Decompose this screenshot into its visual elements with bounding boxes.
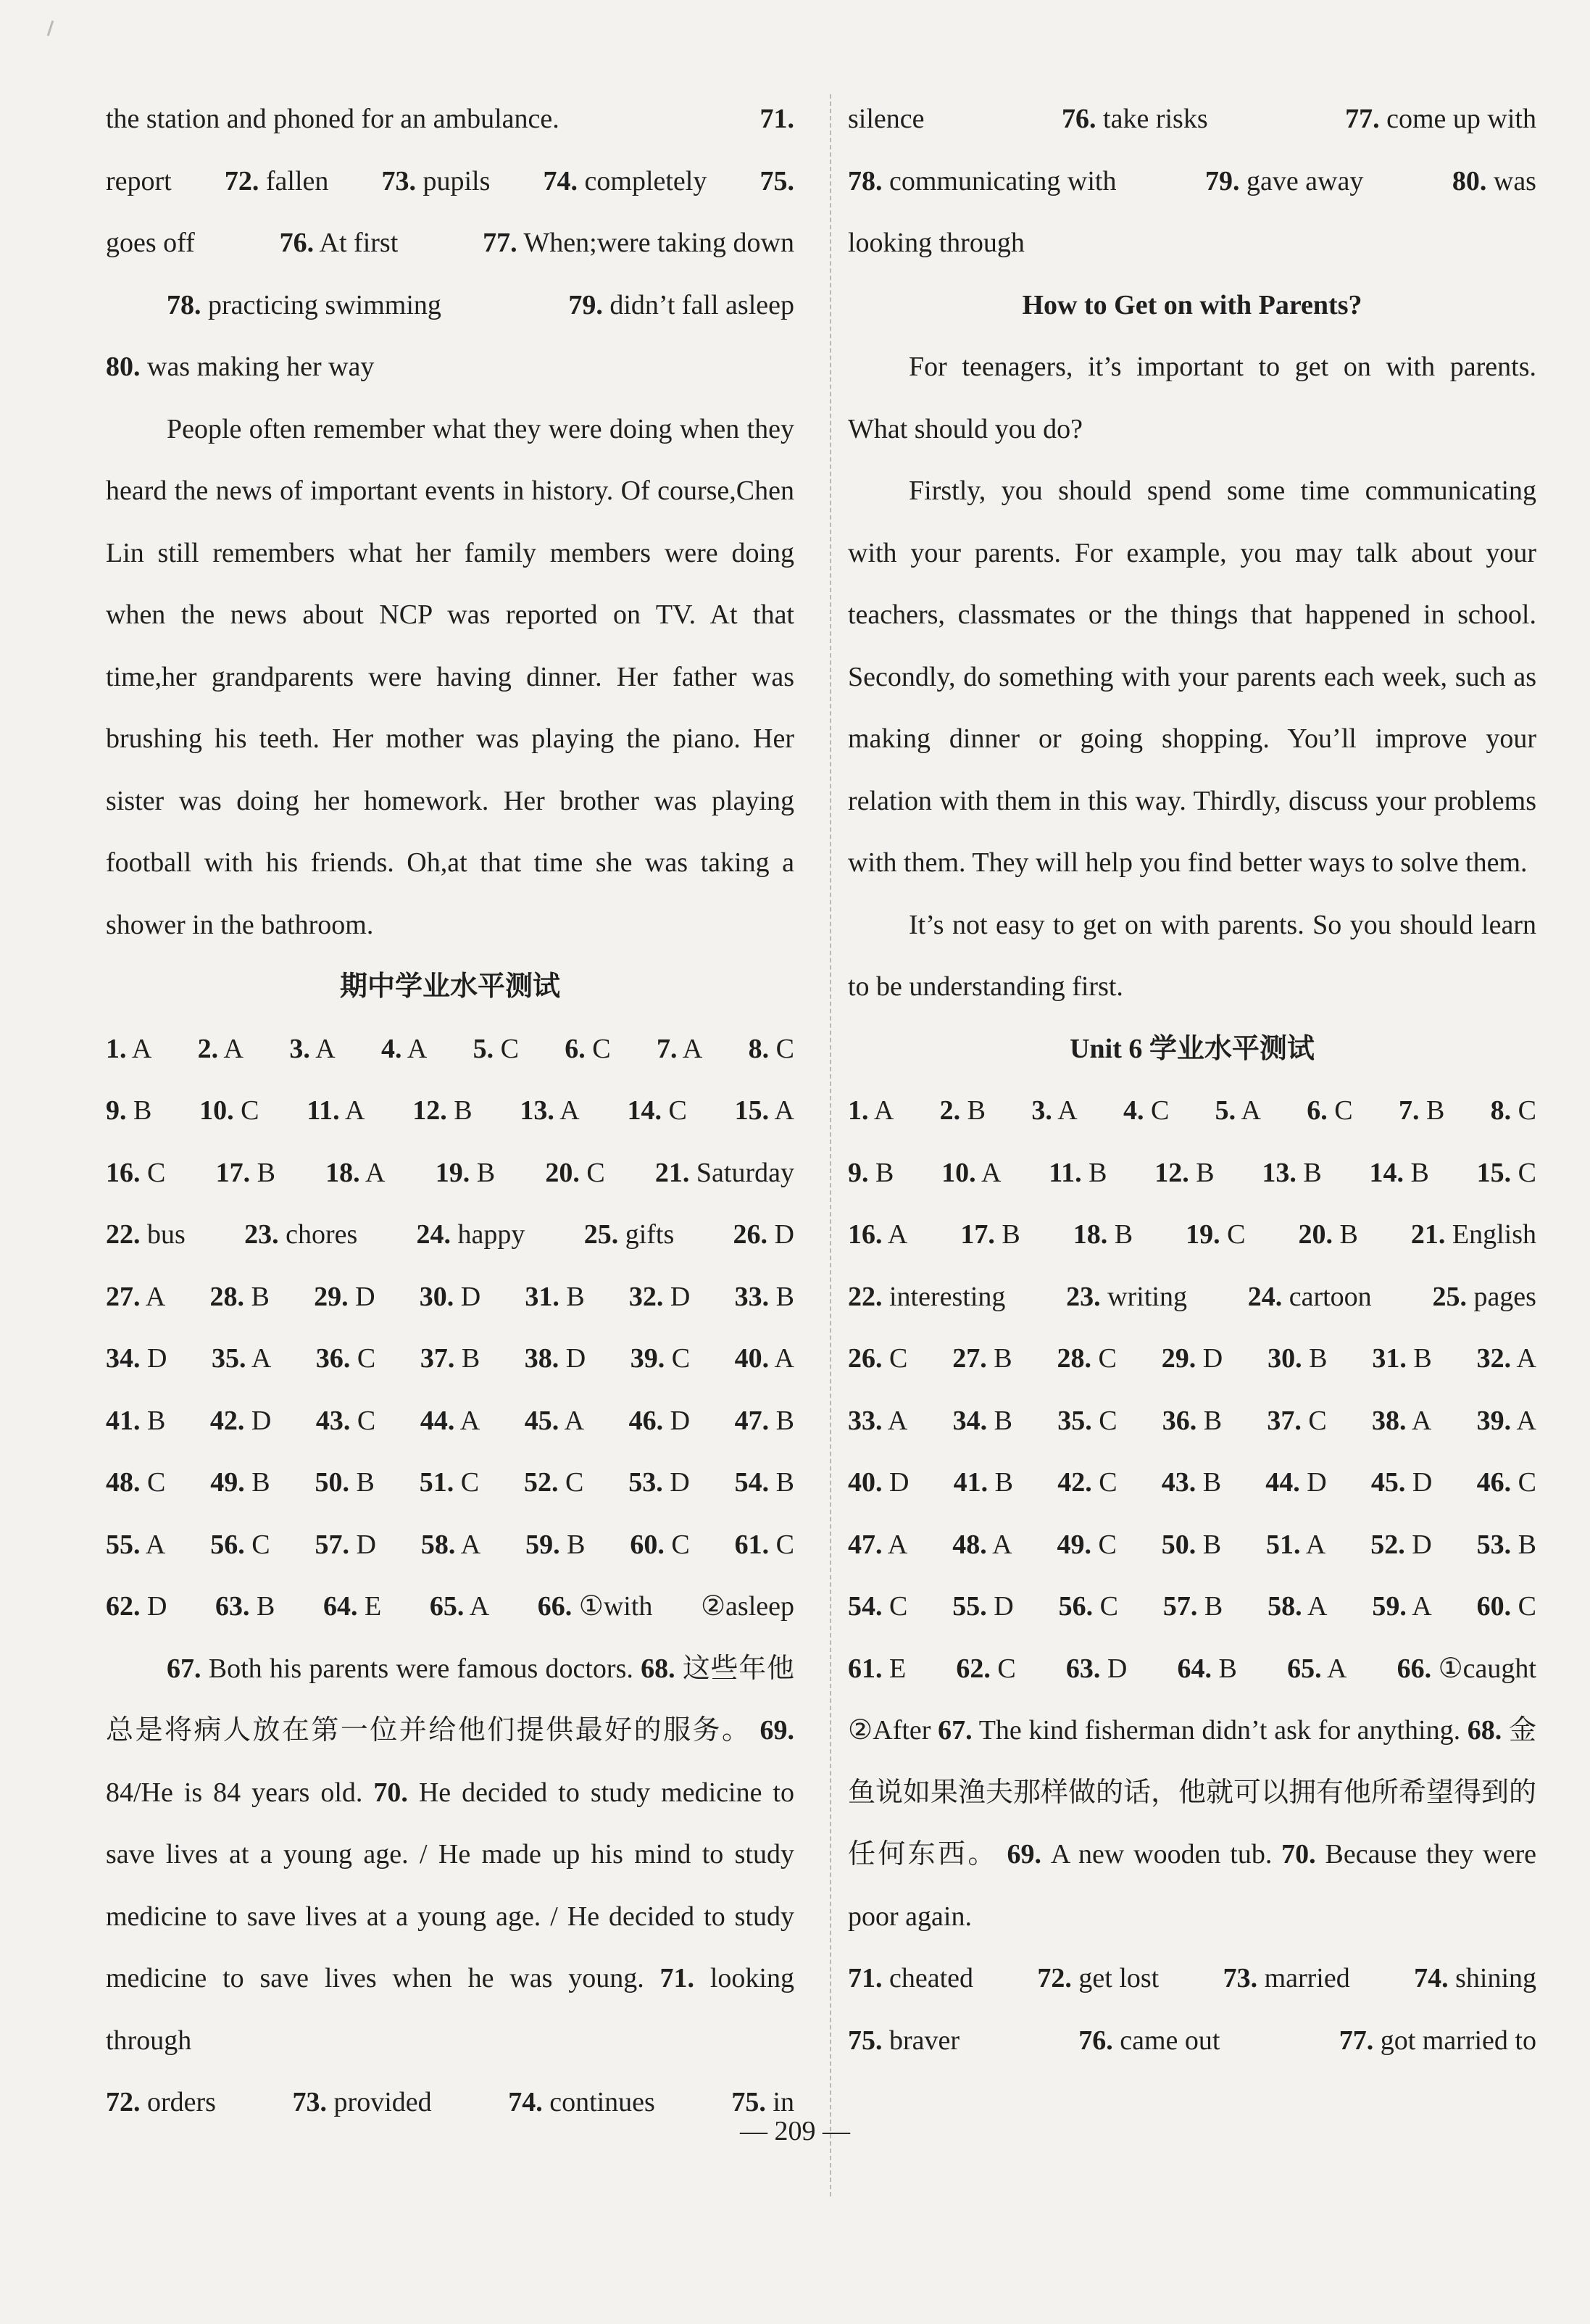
essay-paragraph: It’s not easy to get on with parents. So you should learn to be understanding first. <box>848 909 1536 1002</box>
answer-line <box>848 1576 1536 1638</box>
answer-item: 77. come up with <box>1345 104 1536 134</box>
answer-item: 40. A <box>734 1343 794 1374</box>
answer-item: 45. A <box>524 1405 585 1436</box>
answer-line <box>106 1204 794 1266</box>
answer-item: 34. B <box>952 1405 1012 1436</box>
answer-line <box>848 1638 1536 1701</box>
answer-item: 50. B <box>1161 1529 1222 1560</box>
answer-item: 42. D <box>209 1405 272 1436</box>
answer-item: 74. completely <box>543 165 707 196</box>
answer-item: 55. D <box>952 1591 1014 1622</box>
answer-item: 4. A <box>380 1033 428 1064</box>
left-column <box>106 88 794 2134</box>
answer-line <box>106 1390 794 1453</box>
answer-item: 56. C <box>1058 1591 1118 1622</box>
answer-line <box>106 1452 794 1514</box>
answer-item: 23. chores <box>244 1219 358 1250</box>
answer-item: 41. B <box>106 1405 166 1436</box>
essay-paragraph: For teenagers, it’s important to get on with parents. What should you do? <box>848 352 1536 444</box>
answer-item: 29. D <box>1161 1343 1223 1374</box>
answer-item: 12. B <box>412 1095 473 1126</box>
answer-item: 13. A <box>520 1095 580 1126</box>
answer-item: 32. A <box>1476 1343 1536 1374</box>
answer-item: 55. A <box>106 1529 166 1560</box>
answer-item: 1. A <box>106 1033 152 1064</box>
left-section-title: 期中学业水平测试 <box>339 971 560 1002</box>
answer-item: 47. B <box>734 1405 794 1436</box>
answer-item: 38. D <box>524 1343 586 1374</box>
answer-item: 17. B <box>215 1157 275 1188</box>
answer-item: 14. B <box>1369 1157 1429 1188</box>
answer-item: 58. A <box>1268 1591 1328 1622</box>
answer-item: 78. practicing swimming <box>167 289 441 320</box>
answer-item: 29. D <box>314 1281 375 1312</box>
answer-item: 7. A <box>656 1033 703 1064</box>
answer-item: 61. E <box>848 1653 907 1684</box>
answer-line <box>106 151 794 213</box>
answer-item: 74. shining <box>1414 1963 1536 1993</box>
answer-line <box>106 88 794 151</box>
answer-item: 72. orders <box>106 2087 216 2117</box>
answer-line <box>848 1142 1536 1205</box>
answer-item: 35. A <box>212 1343 272 1374</box>
answer-item: 16. A <box>848 1219 908 1250</box>
answer-item: 71. cheated <box>848 1963 974 1993</box>
answer-line <box>106 1080 794 1142</box>
answer-item: 6. C <box>565 1033 611 1064</box>
answer-item: 25. gifts <box>583 1219 675 1250</box>
answer-item: 65. A <box>429 1591 490 1622</box>
answer-item: 53. B <box>1476 1529 1536 1560</box>
answer-item: 62. D <box>106 1591 167 1622</box>
page-number: — 209 — <box>740 2116 850 2146</box>
answer-item: 35. C <box>1057 1405 1117 1436</box>
answer-item: 40. D <box>848 1467 910 1498</box>
answer-line <box>106 212 794 275</box>
answer-item: 26. C <box>848 1343 908 1374</box>
answer-item: 58. A <box>420 1529 481 1560</box>
answer-item: 4. C <box>1123 1095 1170 1126</box>
answer-item: 2. B <box>939 1095 986 1126</box>
answer-item: 66. ①caught <box>1397 1653 1536 1684</box>
answer-item: 63. D <box>1065 1653 1128 1684</box>
answer-item: 44. D <box>1265 1467 1327 1498</box>
answer-item: 77. When;were taking down <box>483 228 794 258</box>
answer-line <box>848 1452 1536 1514</box>
answer-item: 37. C <box>1267 1405 1327 1436</box>
answer-item: 62. C <box>956 1653 1016 1684</box>
answer-item: 18. A <box>325 1157 386 1188</box>
answer-item: 59. B <box>525 1529 586 1560</box>
answer-item: 37. B <box>420 1343 480 1374</box>
answer-item: 33. A <box>848 1405 908 1436</box>
answer-item: 3. A <box>1031 1095 1078 1126</box>
answer-item: 22. bus <box>106 1219 186 1250</box>
answer-item: 21. English <box>1410 1219 1536 1250</box>
answer-line <box>106 1576 794 1638</box>
answer-item: 9. B <box>848 1157 894 1188</box>
answer-item: 72. fallen <box>224 165 329 196</box>
answer-item: 48. A <box>952 1529 1012 1560</box>
answer-item: 21. Saturday <box>654 1157 794 1188</box>
answer-item: 33. B <box>734 1281 794 1312</box>
left-answer-grid <box>106 1018 794 1638</box>
answer-item: 80. was <box>1452 165 1536 196</box>
answer-item: silence <box>848 104 925 134</box>
answer-item: 74. continues <box>508 2087 655 2117</box>
answer-item: 6. C <box>1307 1095 1353 1126</box>
answer-item: 56. C <box>210 1529 270 1560</box>
answer-line <box>106 1328 794 1390</box>
answer-item: 27. B <box>952 1343 1012 1374</box>
answer-item: ②asleep <box>700 1591 794 1622</box>
answer-item: 3. A <box>289 1033 336 1064</box>
answer-item: 17. B <box>960 1219 1020 1250</box>
answer-item: 53. D <box>628 1467 690 1498</box>
answer-line <box>848 1390 1536 1453</box>
answer-item: 75. <box>759 165 794 196</box>
answer-item: 23. writing <box>1066 1281 1187 1312</box>
answer-item: 46. D <box>628 1405 691 1436</box>
answer-item: goes off <box>106 228 195 258</box>
answer-item: 1. A <box>848 1095 894 1126</box>
right-answer-grid <box>848 1080 1536 1700</box>
answer-item: 9. B <box>106 1095 152 1126</box>
essay-paragraph: Firstly, you should spend some time communicating with your parents. For example, you may talk about your teachers, classmates or the things that happened in school. Secondly, do something with your parents each week, such as making dinner or going shopping. You’ll improve your relation with them in this way. Thirdly, discuss your problems with them. They will help you find better ways to solve them. <box>848 476 1536 878</box>
essay-title: How to Get on with Parents? <box>1022 289 1362 320</box>
answer-item: 26. D <box>733 1219 794 1250</box>
answer-line <box>106 1266 794 1329</box>
answer-line <box>848 1080 1536 1142</box>
answer-item: 76. At first <box>279 228 399 258</box>
answer-item: 5. A <box>1215 1095 1261 1126</box>
answer-item: 49. C <box>1057 1529 1117 1560</box>
answer-line <box>848 1266 1536 1329</box>
answer-item: report <box>106 165 172 196</box>
answer-item: 43. C <box>315 1405 376 1436</box>
left-answer-line-80 <box>106 336 794 399</box>
right-tail-paragraph: ②After 67. The kind fisherman didn’t ask for anything. 68. 金鱼说如果渔夫那样做的话，他就可以拥有他所希望得到的任何东西。 69. A new wooden tub. 70. Because they were poor again. <box>848 1715 1537 1932</box>
answer-item: 8. C <box>1490 1095 1536 1126</box>
answer-item: 73. married <box>1223 1963 1350 1993</box>
answer-item: 73. provided <box>292 2087 432 2117</box>
answer-item: the station and phoned for an ambulance. <box>106 104 559 134</box>
answer-item: 36. B <box>1162 1405 1223 1436</box>
answer-line <box>848 1328 1536 1390</box>
answer-item: 32. D <box>628 1281 691 1312</box>
answer-item: 8. C <box>748 1033 794 1064</box>
answer-line <box>848 151 1536 213</box>
answer-item: 66. ①with <box>537 1591 653 1622</box>
answer-line <box>106 1018 794 1081</box>
answer-item: 27. A <box>106 1281 166 1312</box>
answer-item: 48. C <box>106 1467 166 1498</box>
answer-item: 50. B <box>315 1467 375 1498</box>
answer-80: 80. was making her way <box>106 352 375 382</box>
answer-item: 20. C <box>545 1157 605 1188</box>
answer-item: 60. C <box>1476 1591 1536 1622</box>
answer-line <box>106 1142 794 1205</box>
column-divider <box>830 94 831 2196</box>
left-essay: People often remember what they were doing when they heard the news of important events in history. Of course,Chen Lin still remembers what her family members were doing when the news about NCP was reported on TV. At that time,her grandparents were having dinner. Her father was brushing his teeth. Her mother was playing the piano. Her sister was doing her homework. Her brother was playing football with his friends. Oh,at that time she was taking a shower in the bathroom. <box>106 413 794 940</box>
answer-item: 22. interesting <box>848 1281 1006 1312</box>
answer-item: 31. B <box>1372 1343 1432 1374</box>
answer-item: 11. B <box>1049 1157 1107 1188</box>
right-column <box>848 88 1536 2072</box>
answer-item: 11. A <box>307 1095 365 1126</box>
answer-item: 16. C <box>106 1157 166 1188</box>
answer-item: 24. cartoon <box>1247 1281 1372 1312</box>
answer-item: 60. C <box>630 1529 690 1560</box>
right-answer-line-last <box>848 212 1536 275</box>
answer-item: 15. C <box>1476 1157 1536 1188</box>
left-answer-lines-top <box>106 88 794 275</box>
answer-item: 77. got married to <box>1339 2025 1536 2056</box>
answer-item: 76. take risks <box>1062 104 1208 134</box>
answer-line <box>848 2010 1536 2072</box>
answer-item: 10. A <box>941 1157 1002 1188</box>
right-section-title: Unit 6 学业水平测试 <box>1070 1033 1315 1064</box>
answer-item: 5. C <box>473 1033 519 1064</box>
answer-item: 51. A <box>1266 1529 1326 1560</box>
answer-item: 79. gave away <box>1204 165 1364 196</box>
answer-item: 54. B <box>734 1467 794 1498</box>
answer-item: 57. B <box>1162 1591 1223 1622</box>
answer-item: 64. E <box>323 1591 382 1622</box>
answer-item: 63. B <box>215 1591 275 1622</box>
left-answer-line-78-79 <box>106 275 794 337</box>
answer-line <box>848 1204 1536 1266</box>
answer-item: 41. B <box>953 1467 1013 1498</box>
answer-item: 14. C <box>627 1095 687 1126</box>
right-answer-lines-top <box>848 88 1536 212</box>
right-answer-lines-bottom <box>848 1948 1536 2072</box>
answer-item: 79. didn’t fall asleep <box>568 289 794 320</box>
answer-item: 75. braver <box>848 2025 960 2056</box>
answer-line <box>106 1514 794 1577</box>
answer-item: 59. A <box>1372 1591 1432 1622</box>
scan-mark <box>47 20 54 36</box>
answer-item: 31. B <box>525 1281 585 1312</box>
answer-item: 73. pupils <box>381 165 491 196</box>
answer-item: 12. B <box>1154 1157 1215 1188</box>
answer-item: 47. A <box>848 1529 908 1560</box>
answer-line <box>848 88 1536 151</box>
answer-item: 61. C <box>734 1529 794 1560</box>
answer-item: 20. B <box>1298 1219 1358 1250</box>
answer-item: 7. B <box>1398 1095 1445 1126</box>
answer-item: 51. C <box>419 1467 480 1498</box>
answer-item: 76. came out <box>1078 2025 1220 2056</box>
answer-item: 2. A <box>197 1033 244 1064</box>
answer-item: 18. B <box>1073 1219 1133 1250</box>
answer-item: 75. in <box>731 2087 794 2117</box>
answer-item: 71. <box>759 104 794 134</box>
answer-item: 54. C <box>848 1591 908 1622</box>
answer-item: 49. B <box>210 1467 270 1498</box>
answer-item: 28. B <box>209 1281 270 1312</box>
answer-item: 36. C <box>315 1343 376 1374</box>
answer-item: 39. A <box>1476 1405 1536 1436</box>
answer-item: 30. D <box>419 1281 481 1312</box>
answer-item: 78. communicating with <box>848 165 1117 196</box>
answer-item: 24. happy <box>416 1219 525 1250</box>
answer-item: 45. D <box>1370 1467 1433 1498</box>
answer-item: 46. C <box>1476 1467 1536 1498</box>
answer-item: 72. get lost <box>1037 1963 1160 1993</box>
answer-item: 42. C <box>1057 1467 1117 1498</box>
answer-item: 25. pages <box>1432 1281 1536 1312</box>
answer-line <box>848 1948 1536 2010</box>
answer-item: 15. A <box>734 1095 794 1126</box>
answer-item: 28. C <box>1057 1343 1117 1374</box>
answer-item: 10. C <box>199 1095 259 1126</box>
answer-item: 64. B <box>1177 1653 1237 1684</box>
answer-item: 19. C <box>1186 1219 1246 1250</box>
answer-item: 19. B <box>435 1157 496 1188</box>
answer-item: 30. B <box>1268 1343 1328 1374</box>
answer-item: 39. C <box>630 1343 691 1374</box>
answer-item: 44. A <box>420 1405 480 1436</box>
answer-item: 52. C <box>524 1467 584 1498</box>
answer-item: 57. D <box>315 1529 376 1560</box>
answer-line <box>848 1514 1536 1577</box>
answer-item: 38. A <box>1371 1405 1432 1436</box>
answer-item: 65. A <box>1287 1653 1347 1684</box>
answer-item: 13. B <box>1262 1157 1322 1188</box>
right-essay <box>848 336 1536 1018</box>
answer-item: 34. D <box>106 1343 167 1374</box>
left-tail-paragraph: 67. Both his parents were famous doctors. 68. 这些年他总是将病人放在第一位并给他们提供最好的服务。 69. 84/He is 84 years old. 70. He decided to study medicine to save lives at a young age. / He made up his mind to study medicine to save lives at a young age. / He decided to study medicine to save lives when he was young. 71. looking through <box>106 1653 794 2056</box>
answer-item: 43. B <box>1161 1467 1222 1498</box>
answer-80-continued: looking through <box>848 228 1025 258</box>
answer-item: 52. D <box>1370 1529 1432 1560</box>
